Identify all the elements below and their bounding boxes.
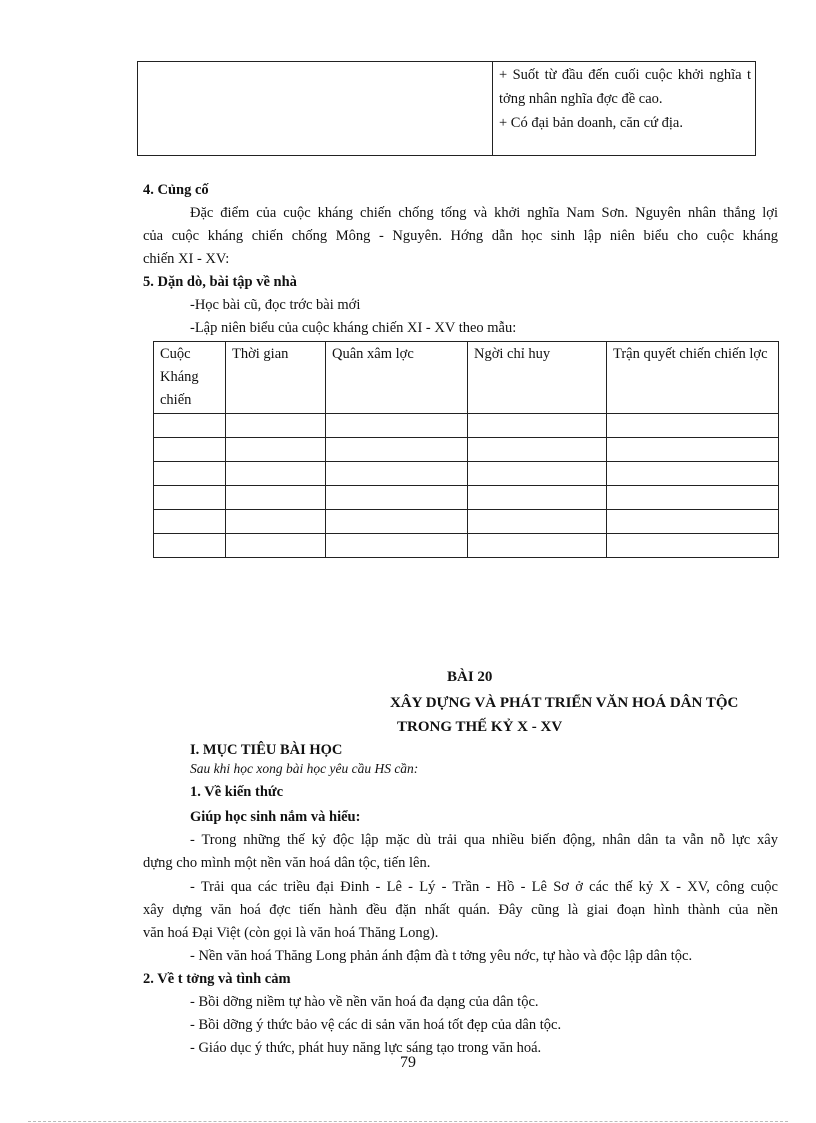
column-header-invader: Quân xâm lợc <box>326 342 468 414</box>
continuation-line-1: + Suốt từ đầu đến cuối cuộc khởi nghĩa t tởng nhân nghĩa đợc đề cao. <box>499 67 751 107</box>
table-row <box>154 438 779 462</box>
knowledge-item-2-line-2: xây dựng văn hoá đợc tiến hành đều đặn nhất quán. Đây cũng là giai đoạn hình thành của nền <box>143 902 778 918</box>
section-4-heading: 4. Củng cố <box>143 182 209 198</box>
objectives-intro: Sau khi học xong bài học yêu cầu HS cần: <box>190 761 419 776</box>
homework-item-1: -Học bài cũ, đọc trớc bài mới <box>190 297 361 313</box>
continuation-line-2: + Có đại bản doanh, căn cứ địa. <box>499 115 683 131</box>
knowledge-item-2-line-1: - Trải qua các triều đại Đinh - Lê - Lý - Trần - Hồ - Lê Sơ ở các thế kỷ X - XV, công cuộc <box>190 879 778 895</box>
page-bottom-rule <box>28 1121 788 1122</box>
thought-heading: 2. Về t tởng và tình cảm <box>143 971 291 987</box>
homework-item-2: -Lập niên biểu của cuộc kháng chiến XI - XV theo mẫu: <box>190 320 517 336</box>
section-5-heading: 5. Dặn dò, bài tập về nhà <box>143 274 297 290</box>
table-header-row <box>154 342 779 414</box>
section-4-paragraph-line-1: Đặc điểm của cuộc kháng chiến chống tống và khởi nghĩa Nam Sơn. Nguyên nhân thắng lợi <box>190 205 778 221</box>
continuation-right-cell <box>493 62 756 156</box>
continuation-table <box>137 61 756 156</box>
thought-item-2: - Bồi dỡng ý thức bảo vệ các di sản văn hoá tốt đẹp của dân tộc. <box>190 1017 562 1033</box>
continuation-left-cell <box>138 62 493 156</box>
section-4-paragraph-line-2: của cuộc kháng chiến chống Mông - Nguyên. Hớng dẫn học sinh lập niên biểu cho cuộc kháng <box>143 228 778 244</box>
knowledge-item-2-line-3: văn hoá Đại Việt (còn gọi là văn hoá Thăng Long). <box>143 925 439 941</box>
table-row <box>154 534 779 558</box>
lesson-number: BÀI 20 <box>447 669 493 685</box>
column-header-war: Cuộc Kháng chiến <box>154 342 226 414</box>
section-4-paragraph-line-3: chiến XI - XV: <box>143 251 230 267</box>
knowledge-heading: 1. Về kiến thức <box>190 784 284 800</box>
lesson-title-line-2: TRONG THẾ KỶ X - XV <box>397 719 563 735</box>
table-row <box>154 510 779 534</box>
table-row <box>154 414 779 438</box>
knowledge-item-1-line-1: - Trong những thế kỷ độc lập mặc dù trải qua nhiều biến động, nhân dân ta vẫn nỗ lực xây <box>190 832 778 848</box>
page-number: 79 <box>400 1054 416 1071</box>
lesson-title-line-1: XÂY DỰNG VÀ PHÁT TRIỂN VĂN HOÁ DÂN TỘC <box>390 695 739 711</box>
column-header-time: Thời gian <box>226 342 326 414</box>
objectives-heading: I. MỤC TIÊU BÀI HỌC <box>190 742 343 758</box>
chronology-template-table <box>153 341 779 558</box>
column-header-decisive-battle: Trận quyết chiến chiến lợc <box>607 342 779 414</box>
knowledge-item-3: - Nền văn hoá Thăng Long phản ánh đậm đà t tởng yêu nớc, tự hào và độc lập dân tộc. <box>190 948 693 964</box>
thought-item-3: - Giáo dục ý thức, phát huy năng lực sáng tạo trong văn hoá. <box>190 1040 542 1056</box>
knowledge-item-1-line-2: dựng cho mình một nền văn hoá dân tộc, tiến lên. <box>143 855 431 871</box>
knowledge-subheading: Giúp học sinh nắm và hiểu: <box>190 809 361 825</box>
table-row <box>154 462 779 486</box>
thought-item-1: - Bồi dỡng niềm tự hào về nền văn hoá đa dạng của dân tộc. <box>190 994 539 1010</box>
column-header-commander: Ngời chỉ huy <box>468 342 607 414</box>
table-row <box>154 486 779 510</box>
